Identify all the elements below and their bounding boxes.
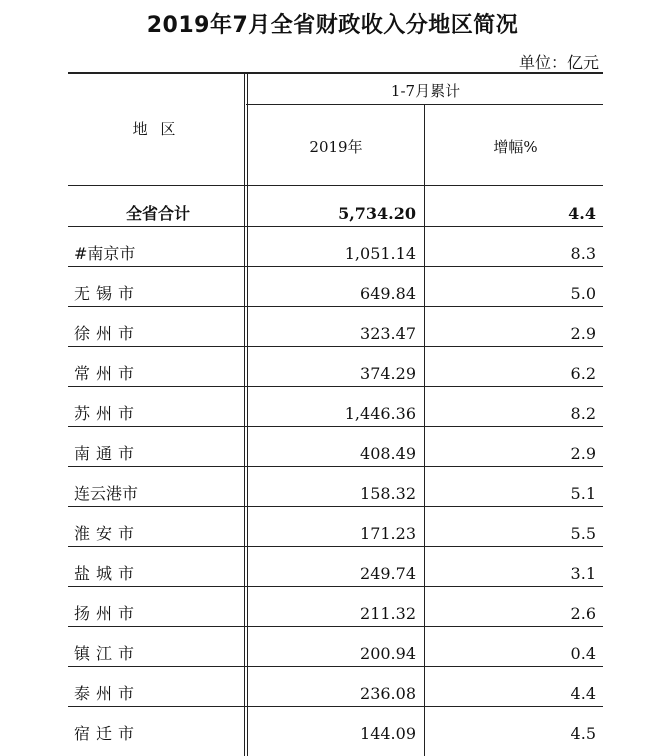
revenue-value: 408.49 [360,444,416,463]
table-row [68,234,603,274]
table-row [68,594,603,634]
region-name: 泰州市 [74,684,141,703]
growth-value: 4.4 [570,684,596,703]
region-name: 徐州市 [74,324,141,343]
row-rule [68,706,603,707]
page-title: 2019年7月全省财政收入分地区简况 [146,13,519,38]
growth-value: 6.2 [570,364,596,383]
revenue-value: 211.32 [360,604,416,623]
table-row [68,634,603,674]
growth-value: 5.1 [570,484,596,503]
row-rule [68,306,603,307]
row-rule [68,546,603,547]
revenue-value: 171.23 [360,524,416,543]
table-row [68,714,603,754]
header-period: 1-7月累计 [390,82,461,100]
total-row [68,194,603,234]
unit-label: 单位：亿元 [518,53,599,72]
growth-value: 5.5 [570,524,596,543]
row-rule [68,386,603,387]
table-row [68,314,603,354]
revenue-value: 200.94 [360,644,416,663]
region-name: 无锡市 [74,284,141,303]
row-rule [68,426,603,427]
region-name: 南通市 [74,444,141,463]
region-name: 全省合计 [125,204,190,223]
growth-value: 8.3 [570,244,596,263]
growth-value: 4.4 [568,204,596,223]
growth-value: 2.9 [570,444,596,463]
table-row [68,354,603,394]
table-row [68,514,603,554]
table-row [68,554,603,594]
header-growth: 增幅% [493,138,538,156]
header-year: 2019年 [309,138,363,156]
revenue-value: 1,446.36 [344,404,416,423]
revenue-value: 374.29 [360,364,416,383]
table-row [68,394,603,434]
table-row [68,674,603,714]
row-rule [68,506,603,507]
revenue-value: 323.47 [360,324,416,343]
table-row [68,474,603,514]
region-name: 盐城市 [74,564,141,583]
growth-value: 3.1 [570,564,596,583]
revenue-value: 649.84 [360,284,416,303]
row-rule [68,226,603,227]
region-name: 扬州市 [74,604,141,623]
region-name: #南京市 [74,244,136,263]
row-rule [68,266,603,267]
revenue-value: 158.32 [360,484,416,503]
row-rule [68,666,603,667]
region-name: 淮安市 [74,524,141,543]
row-rule [68,466,603,467]
region-name: 苏州市 [74,404,141,423]
growth-value: 2.6 [570,604,596,623]
region-name: 连云港市 [74,484,139,503]
revenue-value: 5,734.20 [338,204,416,223]
growth-value: 0.4 [570,644,596,663]
revenue-value: 144.09 [360,724,416,743]
header-region: 地 区 [132,120,180,138]
growth-value: 5.0 [570,284,596,303]
growth-value: 2.9 [570,324,596,343]
region-name: 镇江市 [74,644,141,663]
row-rule [68,586,603,587]
revenue-value: 1,051.14 [344,244,416,263]
table-top-rule [68,72,603,74]
growth-value: 4.5 [570,724,596,743]
revenue-value: 236.08 [360,684,416,703]
revenue-value: 249.74 [360,564,416,583]
region-name: 宿迁市 [74,724,141,743]
row-rule [68,626,603,627]
region-name: 常州市 [74,364,141,383]
table-row [68,274,603,314]
row-rule [68,346,603,347]
table-row [68,434,603,474]
growth-value: 8.2 [570,404,596,423]
header-bottom-rule [68,185,603,186]
